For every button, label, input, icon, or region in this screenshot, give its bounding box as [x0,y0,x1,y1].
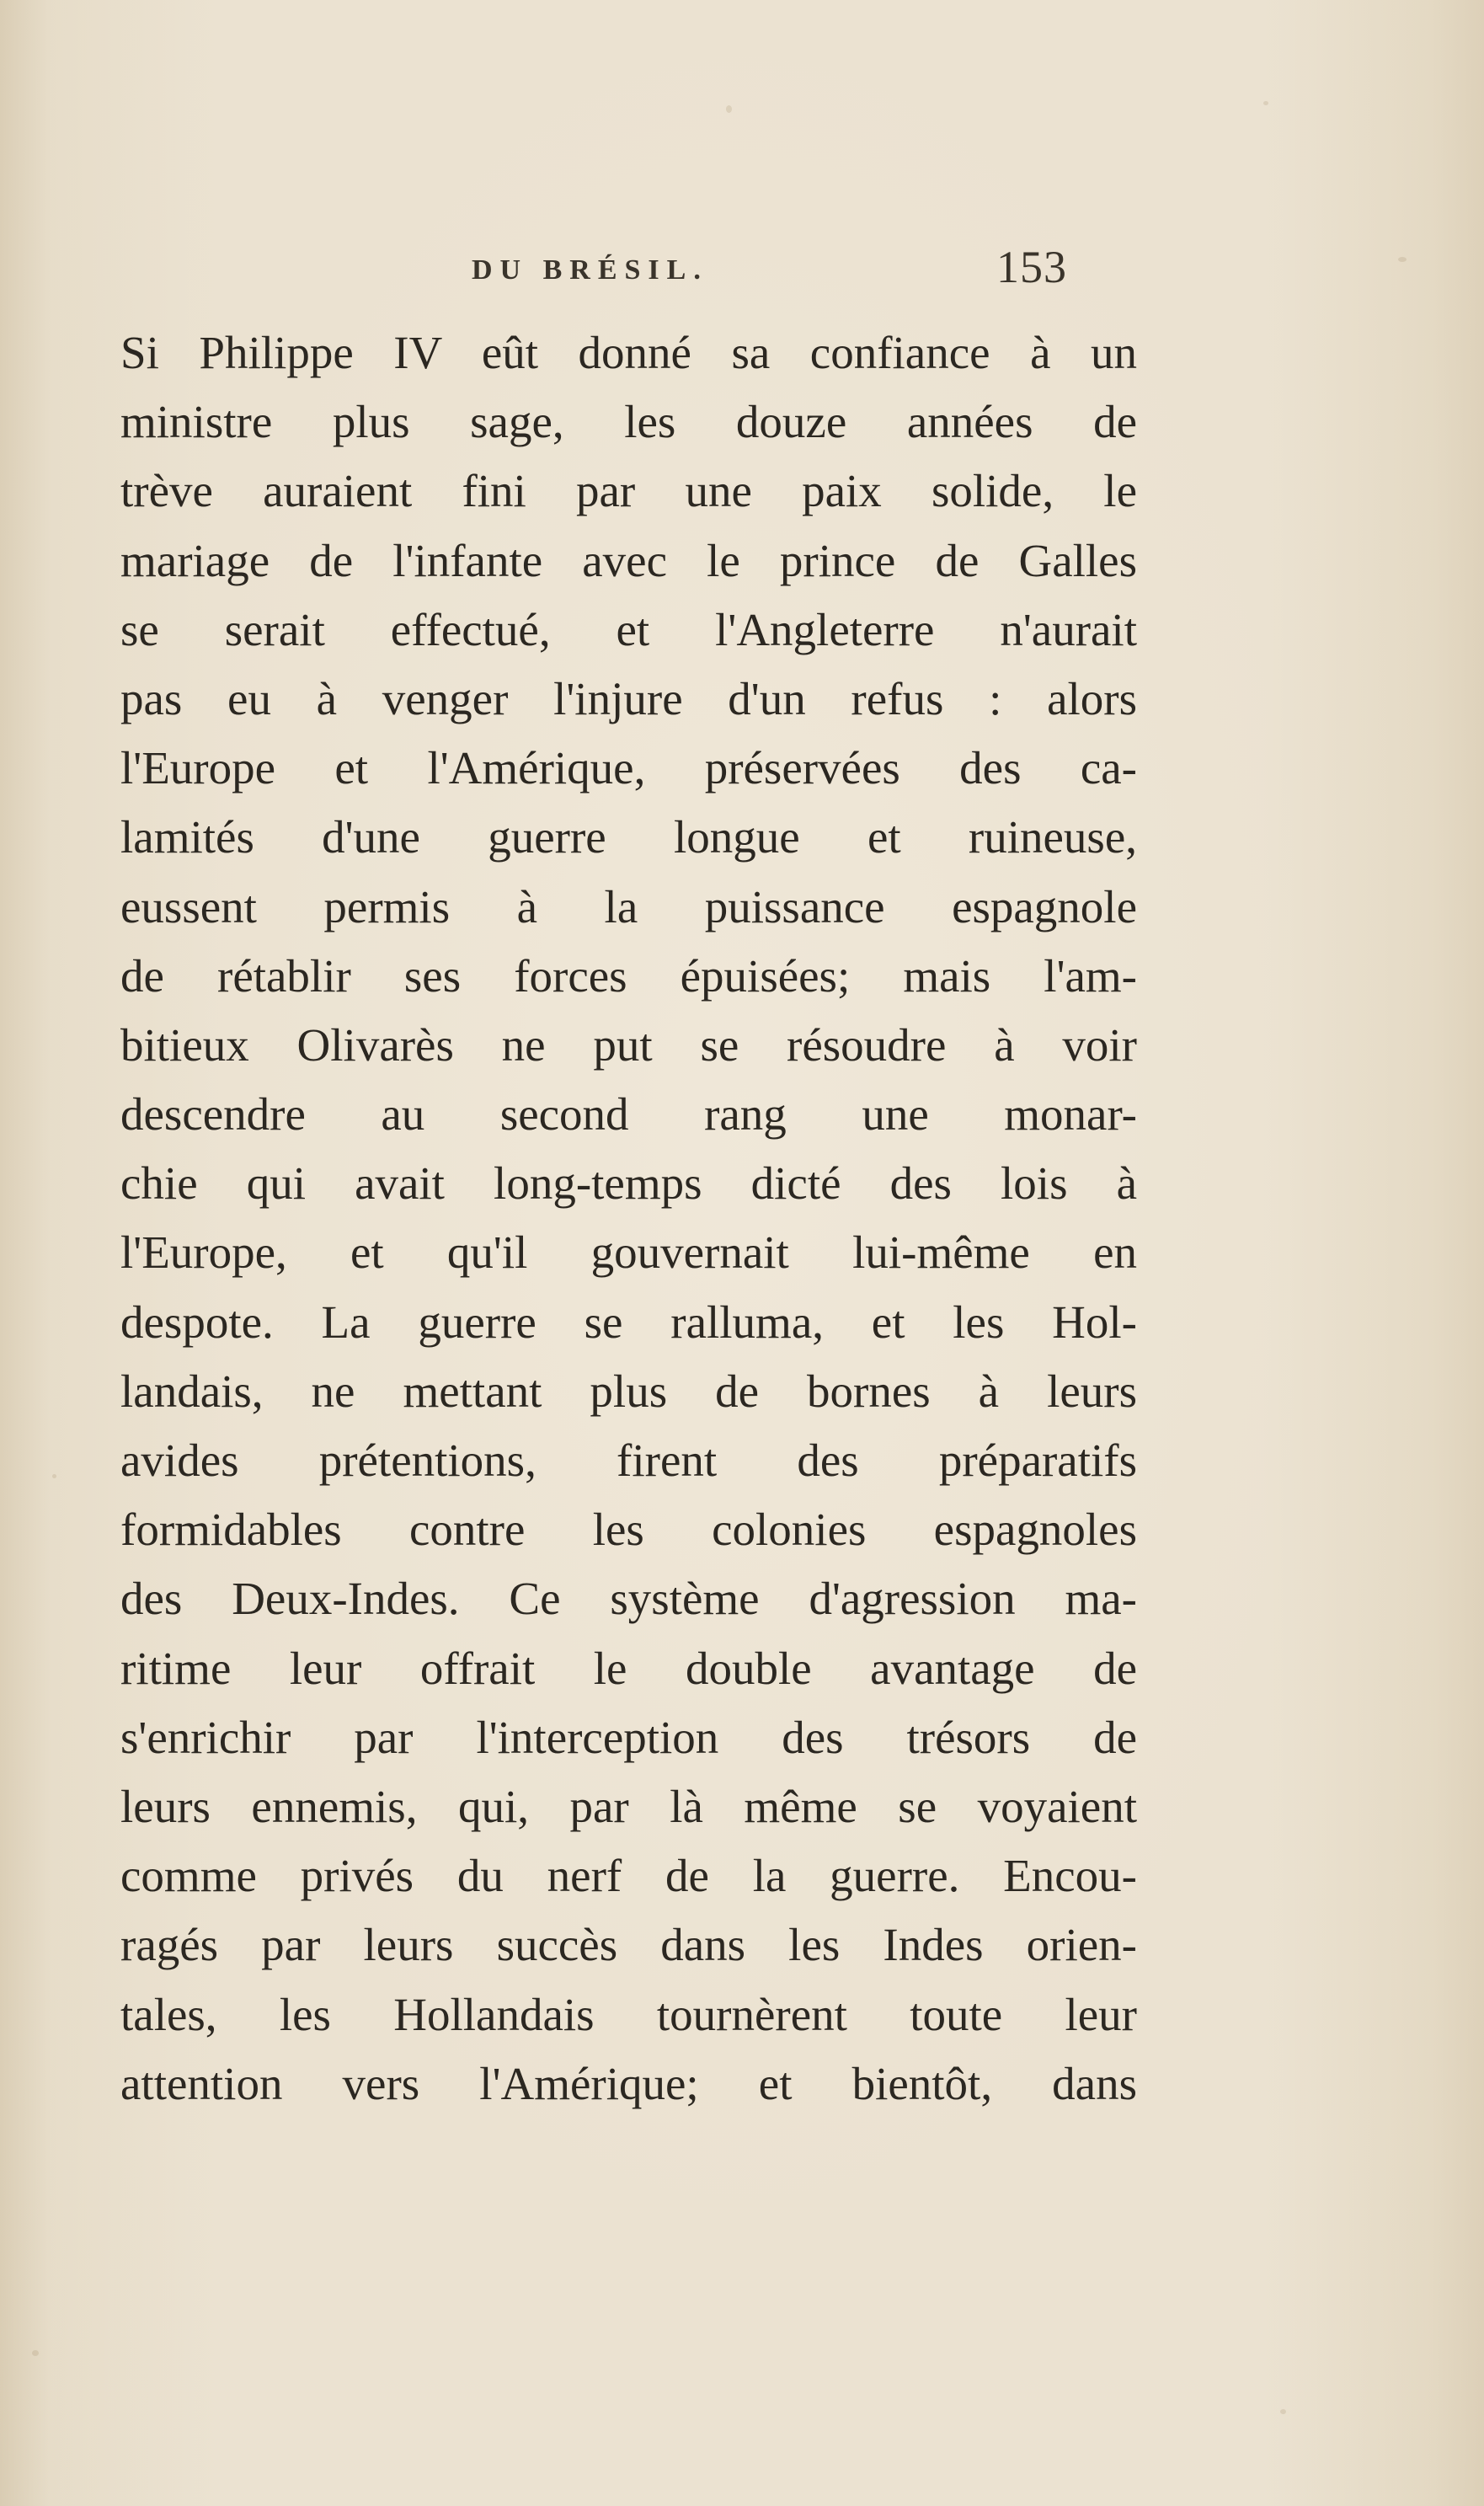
text-line: despote. La guerre se ralluma, et les Hol- [120,1296,1137,1348]
text-line: Si Philippe IV eût donné sa confiance à un [120,327,1137,378]
page-header [0,241,1484,291]
page-number: 153 [996,242,1067,292]
text-line: l'Europe et l'Amérique, préservées des ca- [120,742,1137,794]
text-line: comme privés du nerf de la guerre. Encou- [120,1850,1137,1902]
text-line: ragés par leurs succès dans les Indes orien- [120,1919,1137,1971]
text-line: descendre au second rang une monar- [120,1088,1137,1141]
text-line: des Deux-Indes. Ce système d'agression ma- [120,1573,1137,1625]
text-line: lamités d'une guerre longue et ruineuse, [120,811,1137,863]
text-line: avides prétentions, firent des préparatifs [120,1435,1137,1486]
body-text [120,318,1137,2119]
paper-spot [726,105,732,113]
text-line: ritime leur offrait le double avantage de [120,1642,1137,1694]
text-line: attention vers l'Amérique; et bientôt, dans [120,2057,1137,2109]
paper-spot [1280,2409,1286,2414]
text-line: trève auraient fini par une paix solide, le [120,465,1137,517]
text-line: l'Europe, et qu'il gouvernait lui-même en [120,1226,1137,1279]
paper-spot [1263,101,1268,105]
text-line: bitieux Olivarès ne put se résoudre à voir [120,1018,1137,1071]
text-line: tales, les Hollandais tournèrent toute leur [120,1988,1137,2040]
running-title: DU BRÉSIL. [472,254,708,286]
text-line: mariage de l'infante avec le prince de Galles [120,534,1137,586]
text-line: leurs ennemis, qui, par là même se voyaient [120,1780,1137,1832]
paper-spot [32,2350,39,2356]
text-line: de rétablir ses forces épuisées; mais l'am- [120,949,1137,1002]
text-line: s'enrichir par l'interception des trésors de [120,1711,1137,1763]
text-line: eussent permis à la puissance espagnole [120,880,1137,932]
paper-spot [52,1474,56,1478]
text-line: se serait effectué, et l'Angleterre n'aurait [120,603,1137,655]
text-line: chie qui avait long-temps dicté des lois à [120,1157,1137,1210]
text-line: formidables contre les colonies espagnoles [120,1504,1137,1556]
text-line: landais, ne mettant plus de bornes à leurs [120,1365,1137,1417]
text-line: pas eu à venger l'injure d'un refus : alors [120,672,1137,724]
text-line: ministre plus sage, les douze années de [120,396,1137,448]
